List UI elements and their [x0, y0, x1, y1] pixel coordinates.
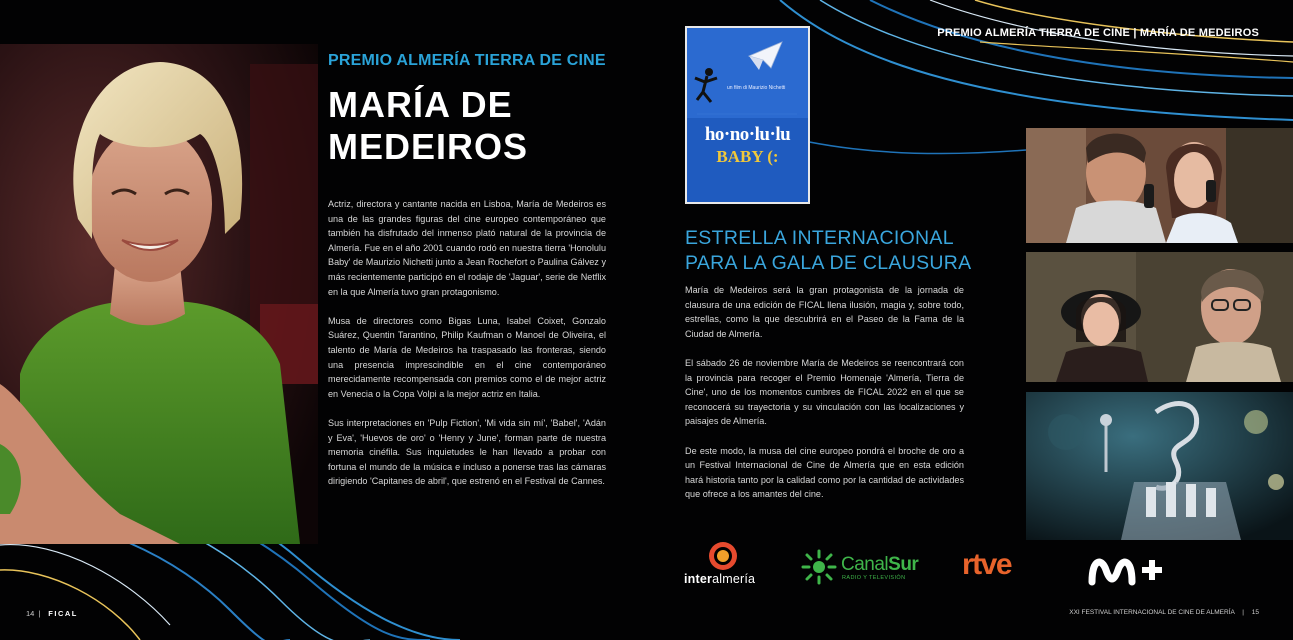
sponsor-logos	[680, 540, 1280, 595]
folio-separator: |	[1242, 609, 1244, 616]
canalsur-logo	[798, 540, 928, 595]
poster-byline: un film di Maurizio Nichetti	[727, 85, 786, 91]
interalmeria-logo-icon	[707, 540, 747, 572]
page-number: 15	[1251, 609, 1259, 616]
folio-festival-name: XXI FESTIVAL INTERNACIONAL DE CINE DE ALMERÍA	[1069, 609, 1235, 616]
award-statuette-photo	[1026, 392, 1293, 540]
folio-separator: |	[38, 609, 41, 618]
page-title: MARÍA DE MEDEIROS	[328, 84, 529, 167]
right-folio	[1069, 609, 1259, 616]
left-folio	[26, 609, 78, 618]
paragraph: Actriz, directora y cantante nacida en Lisboa, María de Medeiros es una de las grandes figuras del cine europeo contemporáneo que también ha disfrutado del inmenso plató natural de la provincia de Almería. Fue en el año 2001 cuando rodó en nuestra tierra 'Honolulu Baby' de Maurizio Nichetti junto a Jean Rochefort o Paulina Gálvez y más recientemente participó en el rodaje de 'Jaguar', serie de Netflix en la que Almería tuvo gran protagonismo.	[328, 199, 606, 297]
interalmeria-logo	[680, 540, 770, 595]
film-still-couple-scene	[1026, 252, 1293, 382]
biography-text	[328, 197, 606, 503]
paragraph: María de Medeiros será la gran protagonista de la jornada de clausura de una edición de FICAL llena ilusión, magia y, sobre todo, estrellas, como la que descubrirá en el Paseo de la Fama de la Ciudad de Almería.	[685, 285, 964, 339]
paragraph: De este modo, la musa del cine europeo pondrá el broche de oro a un Festival Internacional de Cine de Almería que en esta edición hará historia tanto por la calidad como por la cantidad de actividades que ofrece a los amantes del cine.	[685, 445, 964, 500]
poster-subtitle: BABY (:	[716, 147, 779, 166]
canalsur-wordmark	[841, 554, 918, 576]
running-head: PREMIO ALMERÍA TIERRA DE CINE | MARÍA DE MEDEIROS	[937, 27, 1259, 39]
canalsur-tagline: RADIO Y TELEVISIÓN	[842, 575, 906, 581]
canalsur-sun-icon	[800, 548, 838, 586]
folio-brand: FICAL	[48, 609, 78, 618]
interalmeria-wordmark	[684, 572, 755, 586]
interalmeria-prefix: inter	[684, 572, 713, 586]
award-kicker: PREMIO ALMERÍA TIERRA DE CINE	[328, 52, 606, 69]
section-title: ESTRELLA INTERNACIONAL PARA LA GALA DE CLAUSURA	[685, 227, 972, 274]
paragraph: Sus interpretaciones en 'Pulp Fiction', 'Mi vida sin mí', 'Babel', 'Adán y Eva', 'Huevos de oro' o 'Henry y June', forman parte de nuestra memoria cinéfila. Sus inquietudes le han llevado a probar con fortuna el mundo de la música e incluso a ponerse tras las cámaras dirigiendo 'Capitanes de abril', que estrenó en el Festival de Cannes.	[328, 417, 606, 487]
poster-title: ho·no·lu·lu	[704, 124, 791, 145]
paragraph: Musa de directores como Bigas Luna, Isabel Coixet, Gonzalo Suárez, Quentin Tarantino, Philip Kaufman o Manoel de Oliveira, el talento de María de Medeiros ha traspasado las fronteras, siendo una presencia imprescindible en el cine contemporáneo merecidamente recompensada con premios como el de mejor actriz en Venecia o la Copa Volpi a la mejor actriz en Italia.	[328, 315, 606, 399]
movistar-plus-logo	[1088, 540, 1168, 595]
rtve-logo	[962, 540, 1042, 595]
honolulu-baby-poster	[685, 26, 810, 204]
canalsur-name-b: Sur	[888, 554, 919, 575]
paragraph: El sábado 26 de noviembre María de Medeiros se reencontrará con la provincia para recoger el Premio Homenaje 'Almería, Tierra de Cine', uno de los momentos cumbres de FICAL 2022 en el que se reconocerá su trayectoria y su vinculación con las localizaciones y paisajes de Almería.	[685, 357, 964, 427]
canalsur-name-a: Canal	[841, 554, 889, 575]
movistar-m-icon	[1088, 552, 1168, 592]
closing-gala-text	[685, 283, 964, 517]
film-still-phone-scene	[1026, 128, 1293, 243]
maria-de-medeiros-portrait	[0, 44, 318, 544]
rtve-wordmark: rtve	[962, 548, 1012, 581]
page-number: 14	[26, 609, 35, 618]
interalmeria-suffix: almería	[712, 572, 756, 586]
